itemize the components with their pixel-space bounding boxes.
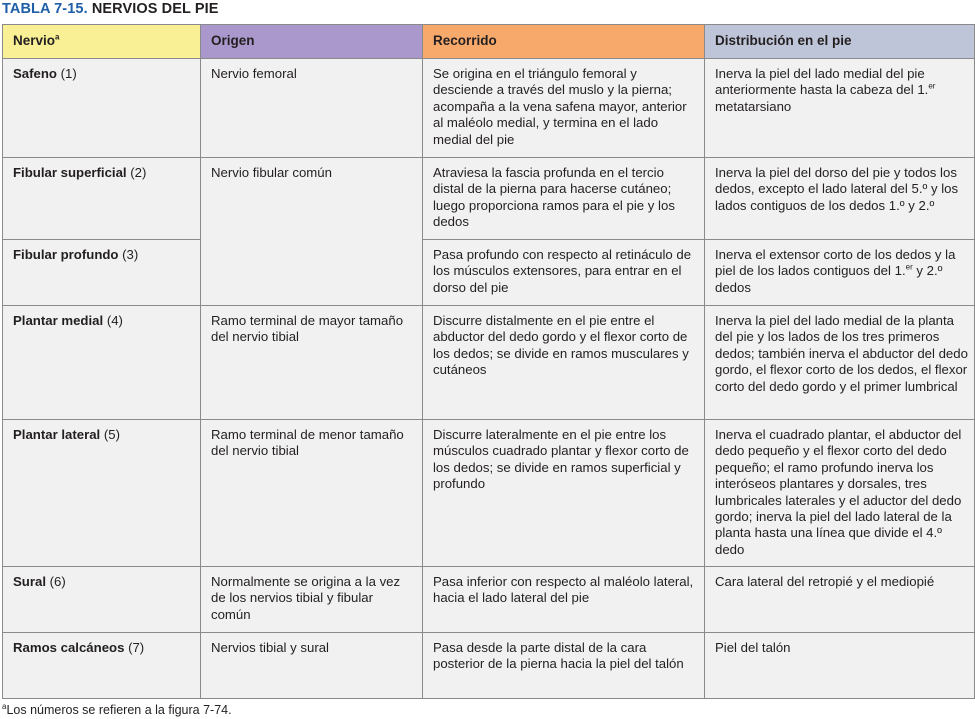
table-row-safeno <box>3 59 975 158</box>
cell-course: Pasa profundo con respecto al retináculo de los músculos extensores, para entrar en el dorso del pie <box>423 240 705 306</box>
table-title <box>2 0 219 20</box>
nerve-name: Plantar medial <box>13 313 104 328</box>
cell-origin: Ramo terminal de mayor tamaño del nervio tibial <box>201 306 423 420</box>
distribution-text: Inerva el extensor corto de los dedos y la piel de los lados contiguos del 1. <box>715 247 956 279</box>
distribution-text-end: y 2.º dedos <box>715 263 943 295</box>
cell-nerve <box>3 59 201 158</box>
table-footnote <box>2 703 232 718</box>
cell-course: Discurre distalmente en el pie entre el abductor del dedo gordo y el flexor corto de los dedos; se divide en ramos musculares y cutáneos <box>423 306 705 420</box>
table-title-text: NERVIOS DEL PIE <box>91 1 219 17</box>
nerve-name: Plantar lateral <box>13 427 101 442</box>
cell-nerve <box>3 567 201 633</box>
footnote-mark: a <box>2 701 7 711</box>
nerve-number: (7) <box>124 640 145 655</box>
column-header-distribution: Distribución en el pie <box>705 25 975 59</box>
cell-course: Discurre lateralmente en el pie entre los músculos cuadrado plantar y flexor corto de los dedos; se divide en ramos superficial y profundo <box>423 420 705 567</box>
footnote-text: Los números se refieren a la figura 7-74. <box>6 703 232 717</box>
cell-nerve <box>3 420 201 567</box>
table-row-ramos-calcaneos <box>3 633 975 699</box>
cell-course: Atraviesa la fascia profunda en el tercio distal de la pierna para hacerse cutáneo; luego proporciona ramos para el pie y los dedos <box>423 158 705 240</box>
nerve-number: (4) <box>103 313 123 328</box>
cell-nerve <box>3 158 201 240</box>
cell-origin: Nervio femoral <box>201 59 423 158</box>
column-header-origin: Origen <box>201 25 423 59</box>
nerves-table <box>2 24 975 699</box>
nerve-name: Safeno <box>13 66 57 81</box>
nerve-number: (6) <box>45 574 66 589</box>
cell-course: Pasa inferior con respecto al maléolo lateral, hacia el lado lateral del pie <box>423 567 705 633</box>
cell-nerve <box>3 306 201 420</box>
column-header-course: Recorrido <box>423 25 705 59</box>
cell-origin: Nervios tibial y sural <box>201 633 423 699</box>
column-header-nerve <box>3 25 201 59</box>
cell-origin: Ramo terminal de menor tamaño del nervio tibial <box>201 420 423 567</box>
nerve-number: (5) <box>100 427 121 442</box>
cell-distribution <box>705 59 975 158</box>
column-header-nerve-label: Nervio <box>13 33 56 49</box>
cell-distribution: Cara lateral del retropié y el mediopié <box>705 567 975 633</box>
table-row-sural <box>3 567 975 633</box>
cell-distribution <box>705 240 975 306</box>
footnote-marker: a <box>55 32 60 42</box>
nerve-name: Fibular superficial <box>13 165 127 180</box>
ordinal-superscript: er <box>905 263 913 273</box>
cell-course: Se origina en el triángulo femoral y desciende a través del muslo y la pierna; acompaña a la vena safena mayor, anterior al maléolo medial, y termina en el lado medial del pie <box>423 59 705 158</box>
nerve-number: (2) <box>126 165 147 180</box>
cell-origin: Nervio fibular común <box>201 158 423 306</box>
cell-nerve <box>3 240 201 306</box>
nerve-number: (1) <box>56 66 77 81</box>
cell-nerve <box>3 633 201 699</box>
table-row-plantar-medial <box>3 306 975 420</box>
distribution-text-end: metatarsiano <box>715 98 792 114</box>
table-header-row <box>3 25 975 59</box>
nerve-number: (3) <box>118 247 139 262</box>
cell-distribution: Inerva la piel del lado medial de la planta del pie y los lados de los tres primeros dedos; también inerva el abductor del dedo gordo, el flexor corto de los dedos, el flexor corto del dedo gordo y el primer lumbrical <box>705 306 975 420</box>
nerve-name: Fibular profundo <box>13 247 119 262</box>
nerve-name: Ramos calcáneos <box>13 640 125 655</box>
table-row-fibular-superficial <box>3 158 975 240</box>
cell-distribution: Inerva la piel del dorso del pie y todos los dedos, excepto el lado lateral del 5.º y los lados contiguos de los dedos 1.º y 2.º <box>705 158 975 240</box>
cell-origin: Normalmente se origina a la vez de los nervios tibial y fibular común <box>201 567 423 633</box>
table-row-plantar-lateral <box>3 420 975 567</box>
table-row-fibular-profundo <box>3 240 975 306</box>
ordinal-superscript: er <box>928 82 936 92</box>
cell-distribution: Inerva el cuadrado plantar, el abductor del dedo pequeño y el flexor corto del dedo pequeño; el ramo profundo inerva los interóseos plantares y dorsales, tres lumbricales laterales y el aductor del dedo gordo; inerva la piel del lado lateral de la planta hasta una línea que divide el 4.º dedo <box>705 420 975 567</box>
nerve-name: Sural <box>13 574 46 589</box>
cell-distribution: Piel del talón <box>705 633 975 699</box>
distribution-text: Inerva la piel del lado medial del pie anteriormente hasta la cabeza del 1. <box>715 66 929 98</box>
cell-course: Pasa desde la parte distal de la cara posterior de la pierna hacia la piel del talón <box>423 633 705 699</box>
table-number-label: TABLA 7-15. <box>2 1 88 17</box>
